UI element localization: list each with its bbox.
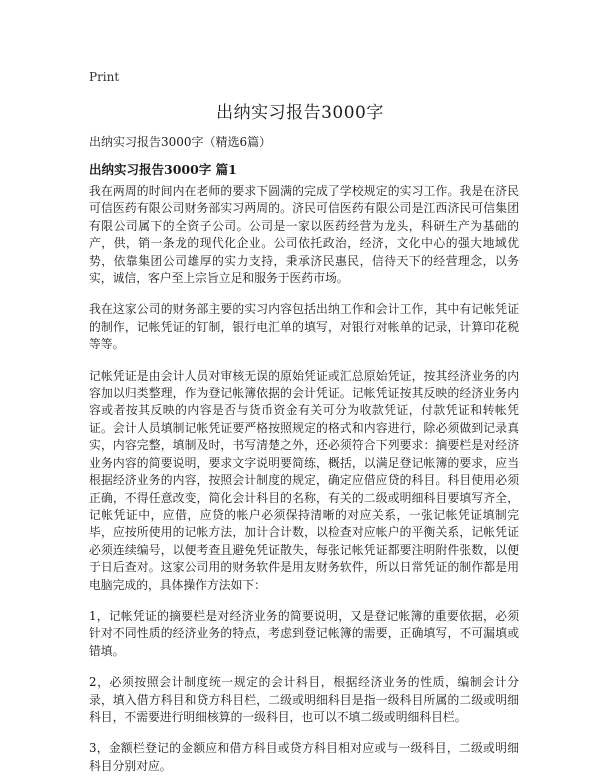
- section-heading: 出纳实习报告3000字 篇1: [89, 162, 237, 177]
- paragraph: 我在这家公司的财务部主要的实习内容包括出纳工作和会计工作，其中有记帐凭证的制作，记帐凭证的钉制，银行电汇单的填写，对银行对帐单的记录，计算印花税等等。: [89, 302, 519, 352]
- paragraph: 2，必须按照会计制度统一规定的会计科目，根据经济业务的性质，编制会计分录，填入借方科目和贷方科目栏，二级或明细科目是指一级科目所属的二级或明细科目，不需要进行明细核算的一级科目，也可以不填二级或明细科目栏。: [89, 675, 519, 724]
- paragraph: 我在两周的时间内在老师的要求下圆满的完成了学校规定的实习工作。我是在济民可信医药有限公司财务部实习两周的。济民可信医药有限公司是江西济民可信集团有限公司属下的全资子公司。公司是一家以医药经营为龙头，科研生产为基础的产，供，销一条龙的现代化企业。公司依托政治，经济，文化中心的强大地域优势，依靠集团公司雄厚的实力支持，秉承济民惠民，信待天下的经营理念，以务实，诚信，客户至上宗旨立足和服务于医药市场。: [89, 184, 519, 286]
- print-label: Print: [89, 70, 120, 84]
- page-title: 出纳实习报告3000字: [216, 103, 384, 123]
- paragraph: 3，金额栏登记的金额应和借方科目或贷方科目相对应或与一级科目，二级或明细科目分别对应。: [89, 741, 519, 773]
- document-subtitle: 出纳实习报告3000字（精选6篇）: [89, 135, 272, 149]
- paragraph: 1，记帐凭证的摘要栏是对经济业务的简要说明，又是登记帐簿的重要依据，必须针对不同性质的经济业务的特点，考虑到登记帐簿的需要，正确填写，不可漏填或错填。: [89, 608, 519, 658]
- paragraph: 记帐凭证是由会计人员对审核无误的原始凭证或汇总原始凭证，按其经济业务的内容加以归类整理，作为登记帐簿依据的会计凭证。记帐凭证按其反映的经济业务内容或者按其反映的内容是否与货币资金有关可分为收款凭证，付款凭证和转帐凭证。会计人员填制记帐凭证要严格按照规定的格式和内容进行，除必须做到记录真实，内容完整，填制及时，书写清楚之外，还必须符合下列要求：摘要栏是对经济业务内容的简要说明，要求文字说明要简练，概括，以满足登记帐簿的要求，应当根据经济业务的内容，按照会计制度的规定，确定应借应贷的科目。科目使用必须正确，不得任意改变，简化会计科目的名称，有关的二级或明细科目要填写齐全，记帐凭证中，应借，应贷的帐户必须保持清晰的对应关系，一张记帐凭证填制完毕，应按所使用的记帐方法，加计合计数，以检查对应帐户的平衡关系，记帐凭证必须连续编号，以便考查且避免凭证散失，每张记帐凭证都要注明附件张数，以便于日后查对。这家公司用的财务软件是用友财务软件，所以日常凭证的制作都是用电脑完成的，具体操作方法如下：: [89, 368, 519, 592]
- document-body: [89, 183, 519, 776]
